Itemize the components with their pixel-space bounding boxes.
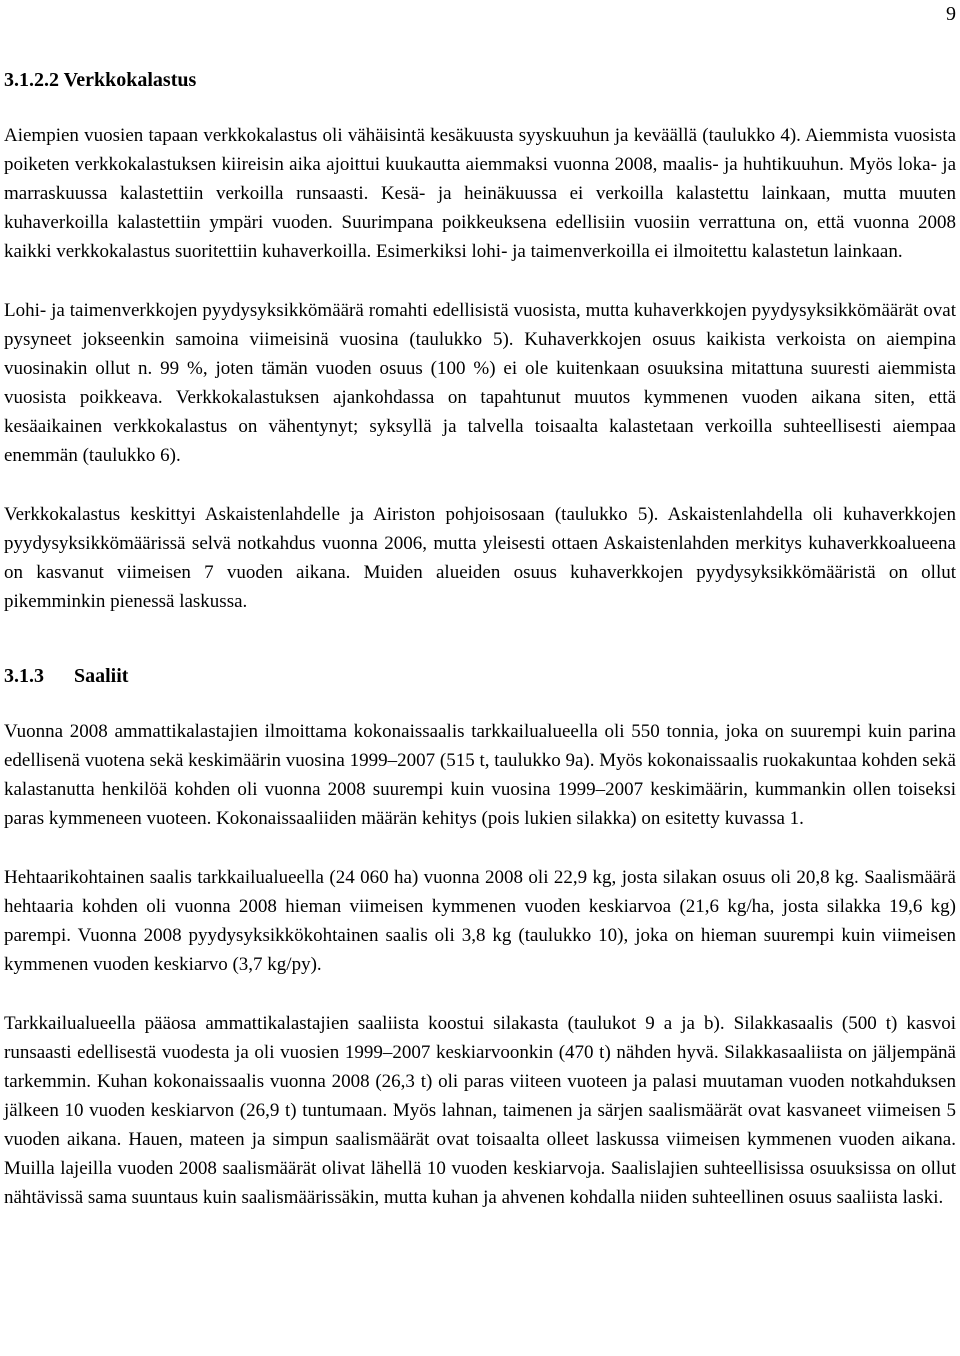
section-heading-verkkokalastus: 3.1.2.2 Verkkokalastus	[4, 69, 197, 91]
paragraph: Tarkkailualueella pääosa ammattikalastajien saaliista koostui silakasta (taulukot 9 a ja b). Silakkasaalis (500 t) kasvoi runsaasti edellisestä vuodesta ja oli vuosien 1999–2007 keskiarvoonkin (470 t) nähden hyvä. Silakkasaaliista on jäljempänä tarkemmin. Kuhan kokonaissaalis vuonna 2008 (26,3 t) oli paras viiteen vuoteen ja palasi muutaman vuoden notkahduksen jälkeen 10 vuoden keskiarvon (26,9 t) tuntumaan. Myös lahnan, taimenen ja särjen saalismäärät ovat kasvaneet viimeisen 5 vuoden aikana. Hauen, mateen ja simpun saalismäärät ovat toisaalta olleet laskussa viimeisen kymmenen vuoden aikana. Muilla lajeilla vuoden 2008 saalismäärät olivat lähellä 10 vuoden keskiarvoja. Saalislajien suhteellisissa osuuksissa on ollut nähtävissä sama suuntaus kuin saalismäärissäkin, mutta kuhan ja ahvenen kohdalla niiden suhteellinen osuus saaliista laski.	[4, 1013, 956, 1208]
document-body	[4, 66, 956, 1212]
paragraph: Lohi- ja taimenverkkojen pyydysyksikkömäärä romahti edellisistä vuosista, mutta kuhaverkkojen pyydysyksikkömäärät ovat pysyneet jokseenkin samoina viimeisinä vuosina (taulukko 5). Kuhaverkkojen osuus kaikista verkoista on aiempina vuosinakin ollut n. 99 %, joten tämän vuoden osuus (100 %) ei ole kuitenkaan osuuksina mitattuna suuresti aiemmista vuosista poikkeava. Verkkokalastuksen ajankohdassa on tapahtunut muutos kymmenen vuoden aikana siten, että kesäaikainen verkkokalastus on vähentynyt; syksyllä ja talvella toisaalta kalastetaan verkoilla suhteellisesti aiempaa enemmän (taulukko 6).	[4, 300, 956, 466]
paragraph: Verkkokalastus keskittyi Askaistenlahdelle ja Airiston pohjoisosaan (taulukko 5). Askaistenlahdella oli kuhaverkkojen pyydysyksikkömäärissä selvä notkahdus vuonna 2006, mutta yleisesti ottaen Askaistenlahden merkitys kuhaverkkoalueena on kasvanut viimeisen 7 vuoden aikana. Muiden alueiden osuus kuhaverkkojen pyydysyksikkömääristä on ollut pikemminkin pienessä laskussa.	[4, 504, 956, 612]
section-number: 3.1.3	[4, 665, 44, 687]
section-heading-saaliit	[4, 662, 956, 691]
paragraph: Hehtaarikohtainen saalis tarkkailualueella (24 060 ha) vuonna 2008 oli 22,9 kg, josta silakan osuus oli 20,8 kg. Saalismäärä hehtaaria kohden oli vuonna 2008 hieman viimeisen kymmenen vuoden keskiarvoa (21,6 kg/ha, josta silakka 19,6 kg) parempi. Vuonna 2008 pyydysyksikkökohtainen saalis oli 3,8 kg (taulukko 10), joka on hieman suurempi kuin viimeisen kymmenen vuoden keskiarvo (3,7 kg/py).	[4, 867, 956, 975]
section-title: Saaliit	[74, 665, 129, 687]
paragraph: Aiempien vuosien tapaan verkkokalastus oli vähäisintä kesäkuusta syyskuuhun ja keväällä (taulukko 4). Aiemmista vuosista poiketen verkkokalastuksen kiireisin aika ajoittui kuukautta aiemmaksi vuonna 2008, maalis- ja huhtikuuhun. Myös loka- ja marraskuussa kalastettiin verkoilla runsaasti. Kesä- ja heinäkuussa ei verkoilla kalastettu lainkaan, mutta muuten kuhaverkoilla kalastettiin ympäri vuoden. Suurimpana poikkeuksena edellisiin vuosiin verrattuna on, että vuonna 2008 kaikki verkkokalastus suoritettiin kuhaverkoilla. Esimerkiksi lohi- ja taimenverkoilla ei ilmoitettu kalastetun lainkaan.	[4, 125, 956, 262]
paragraph: Vuonna 2008 ammattikalastajien ilmoittama kokonaissaalis tarkkailualueella oli 550 tonnia, joka on suurempi kuin parina edellisenä vuotena sekä keskimäärin vuosina 1999–2007 (515 t, taulukko 9a). Myös kokonaissaalis ruokakuntaa kohden sekä kalastanutta henkilöä kohden oli vuonna 2008 suurempi kuin vuosina 1999–2007 keskimäärin, kummankin ollen toiseksi paras kymmeneen vuoteen. Kokonaissaaliiden määrän kehitys (pois lukien silakka) on esitetty kuvassa 1.	[4, 721, 956, 829]
page-number: 9	[946, 3, 956, 25]
